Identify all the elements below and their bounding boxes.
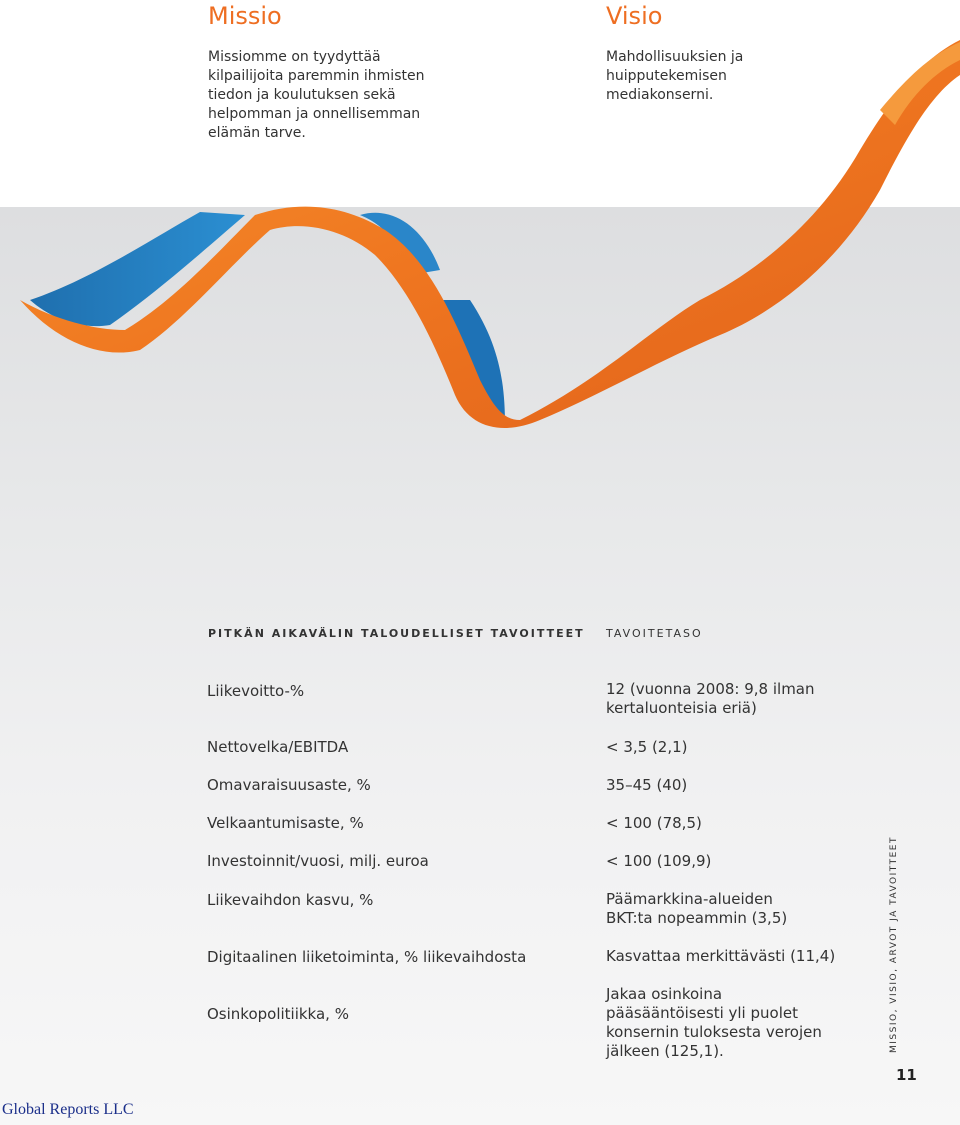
target-label-equity-ratio: Omavaraisuusaste, %: [207, 776, 371, 794]
target-value-gearing: < 100 (78,5): [606, 814, 702, 832]
ribbon-illustration: [0, 0, 960, 460]
target-label-gearing: Velkaantumisaste, %: [207, 814, 364, 832]
target-value-net-sales-growth: Päämarkkina-alueiden BKT:ta nopeammin (3,5): [606, 890, 788, 927]
target-level-heading: TAVOITETASO: [606, 627, 703, 640]
target-value-net-debt-ebitda: < 3,5 (2,1): [606, 738, 688, 756]
target-label-investments: Investoinnit/vuosi, milj. euroa: [207, 852, 429, 870]
target-label-operating-margin: Liikevoitto-%: [207, 682, 305, 700]
vision-title: Visio: [606, 2, 663, 30]
page-number: 11: [896, 1066, 917, 1084]
target-value-investments: < 100 (109,9): [606, 852, 712, 870]
target-value-digital-business: Kasvattaa merkittävästi (11,4): [606, 947, 836, 965]
target-value-dividend-policy: Jakaa osinkoina pääsääntöisesti yli puolet konsernin tuloksesta verojen jälkeen (125,1).: [606, 985, 822, 1060]
target-label-net-sales-growth: Liikevaihdon kasvu, %: [207, 891, 374, 909]
target-label-digital-business: Digitaalinen liiketoiminta, % liikevaihdosta: [207, 948, 527, 966]
vision-text: Mahdollisuuksien ja huipputekemisen mediakonserni.: [606, 49, 744, 103]
target-label-net-debt-ebitda: Nettovelka/EBITDA: [207, 738, 349, 756]
side-section-label: MISSIO, VISIO, ARVOT JA TAVOITTEET: [889, 836, 899, 1053]
mission-title: Missio: [208, 2, 282, 30]
target-label-dividend-policy: Osinkopolitiikka, %: [207, 1005, 349, 1023]
mission-text: Missiomme on tyydyttää kilpailijoita paremmin ihmisten tiedon ja koulutuksen sekä helpomman ja onnellisemman elämän tarve.: [208, 49, 425, 141]
targets-heading: PITKÄN AIKAVÄLIN TALOUDELLISET TAVOITTEET: [208, 627, 585, 640]
target-value-operating-margin: 12 (vuonna 2008: 9,8 ilman kertaluonteisia eriä): [606, 680, 815, 717]
footer-credit: Global Reports LLC: [2, 1101, 134, 1118]
target-value-equity-ratio: 35–45 (40): [606, 776, 688, 794]
